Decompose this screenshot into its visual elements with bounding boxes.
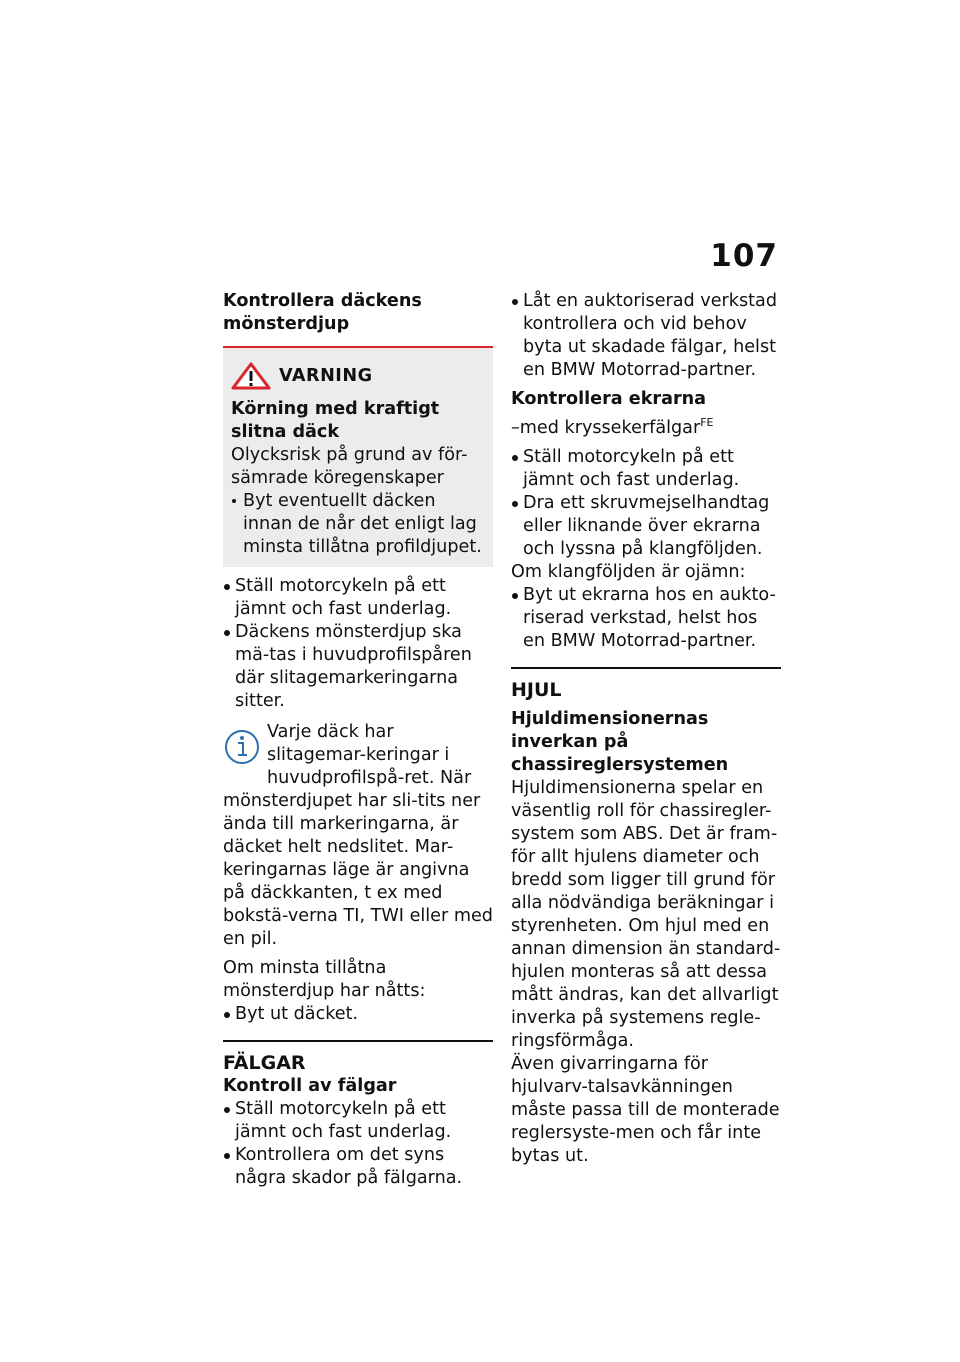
list-item: Kontrollera om det syns några skador på fälgarna. <box>223 1144 493 1190</box>
warning-title: Körning med kraftigt slitna däck <box>231 399 440 442</box>
uneven-text: Om klangföljden är ojämn: <box>511 562 746 582</box>
rim-check-heading: Kontroll av fälgar <box>223 1076 397 1096</box>
spoke-note <box>511 411 781 440</box>
warning-header <box>231 362 483 390</box>
section-title-rims: FÄLGAR <box>223 1052 306 1074</box>
list-item: Låt en auktoriserad verkstad kontrollera och vid behov byta ut skadade fälgar, helst en BMW Motorrad-partner. <box>511 290 781 382</box>
warning-text: Olycksrisk på grund av för-sämrade köregenskaper <box>231 445 468 488</box>
wheel-dimensions-heading: Hjuldimensionernas inverkan på chassireglersystemen <box>511 709 729 775</box>
warning-box <box>223 346 493 567</box>
section-title-wheels: HJUL <box>511 679 562 701</box>
warning-triangle-icon <box>231 362 271 390</box>
min-depth-text: Om minsta tillåtna mönsterdjup har nåtts: <box>223 958 426 1001</box>
list-item: Ställ motorcykeln på ett jämnt och fast underlag. <box>223 575 493 621</box>
uneven-bullets <box>511 584 781 653</box>
wheel-para-1: Hjuldimensionerna spelar en väsentlig roll för chassiregler-system som ABS. Det är fram-för allt hjulens diameter och bredd som ligger till grund för alla nödvändiga beräkningar i styrenheten. Om hjul med en annan dimension än standard-hjulen monteras så att dessa mått ändras, kan det allvarligt inverka på systemens regle-ringsförmåga. <box>511 778 781 1051</box>
spoke-bullets <box>511 446 781 561</box>
tread-depth-heading: Kontrollera däckens mönsterdjup <box>223 291 422 334</box>
warning-label: VARNING <box>279 365 373 386</box>
info-text: Varje däck har slitagemar-keringar i huvudprofilspå-ret. När mönsterdjupet har sli-tits ner ända till markeringarna, är däcket helt nedslitet. Mar-keringarnas läge är angivna på däckkanten, t ex med bokstä-verna TI, TWI eller med en pil. <box>223 722 493 949</box>
spoke-note-text: –med kryssekerfälgar <box>511 418 701 438</box>
list-item: Ställ motorcykeln på ett jämnt och fast underlag. <box>223 1098 493 1144</box>
rim-workshop-bullets <box>511 290 781 382</box>
rim-bullets <box>223 1098 493 1190</box>
list-item: Dra ett skruvmejselhandtag eller liknande över ekrarna och lyssna på klangföljden. <box>511 492 781 561</box>
info-icon <box>223 725 261 769</box>
spoke-heading: Kontrollera ekrarna <box>511 389 707 409</box>
warning-bullet: Byt eventuellt däcken innan de når det enligt lag minsta tillåtna profildjupet. <box>231 490 483 559</box>
left-column <box>223 290 493 1190</box>
wheels-section <box>511 667 781 1168</box>
min-depth-bullets <box>223 1003 493 1026</box>
list-item: Byt ut ekrarna hos en aukto-riserad verkstad, helst hos en BMW Motorrad-partner. <box>511 584 781 653</box>
info-note <box>223 721 493 951</box>
page-number: 107 <box>710 238 778 274</box>
right-column <box>511 290 781 1168</box>
wheel-para-2: Även givarringarna för hjulvarv-talsavkänningen måste passa till de monterade reglersyste-men och får inte bytas ut. <box>511 1054 780 1166</box>
rims-section <box>223 1040 493 1190</box>
tread-bullets <box>223 575 493 713</box>
warning-bullets <box>231 490 483 559</box>
list-item: Däckens mönsterdjup ska mä-tas i huvudprofilspåren där slitagemarkeringarna sitter. <box>223 621 493 713</box>
spoke-note-sup: FE <box>700 416 714 429</box>
list-item: Ställ motorcykeln på ett jämnt och fast underlag. <box>511 446 781 492</box>
list-item: Byt ut däcket. <box>223 1003 493 1026</box>
